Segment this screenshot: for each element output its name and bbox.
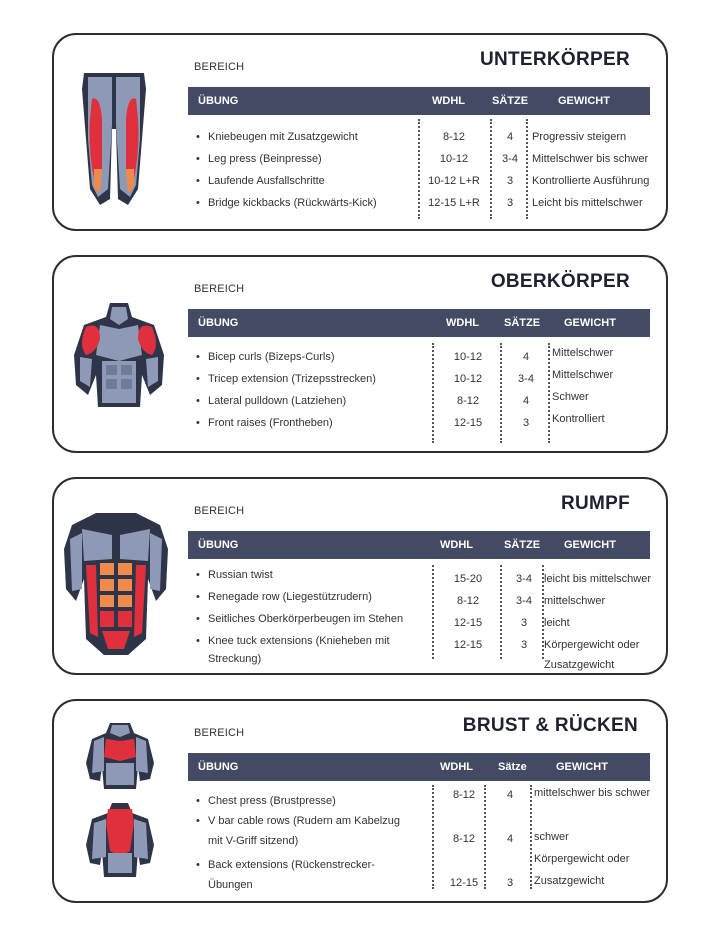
weight-value: Mittelschwer — [552, 369, 614, 381]
sets-value: 3-4 — [516, 573, 532, 585]
sets-value: 4 — [506, 131, 514, 143]
section-title: OBERKÖRPER — [490, 271, 630, 292]
weight-value-continued: Zusatzgewicht — [544, 659, 615, 671]
header-weight: GEWICHT — [558, 95, 610, 107]
reps-value: 8-12 — [456, 395, 480, 407]
column-divider — [548, 343, 550, 443]
bereich-label: BEREICH — [194, 61, 245, 73]
reps-value: 12-15 — [453, 639, 483, 651]
bereich-label: BEREICH — [194, 727, 245, 739]
exercise-name: • Seitliches Oberkörperbeugen im Stehen — [208, 613, 403, 625]
sets-value: 3-4 — [518, 373, 534, 385]
reps-value: 10-12 — [453, 351, 483, 363]
column-divider — [500, 565, 502, 659]
table-header — [188, 309, 650, 337]
weight-value: Kontrollierte Ausführung — [532, 175, 650, 187]
section-title: BRUST & RÜCKEN — [462, 715, 638, 736]
reps-value: 8-12 — [452, 833, 476, 845]
column-divider — [500, 343, 502, 443]
section-title: UNTERKÖRPER — [479, 49, 630, 70]
header-reps: WDHL — [440, 539, 473, 551]
table-header — [188, 87, 650, 115]
header-exercise: ÜBUNG — [198, 317, 239, 329]
exercise-name: • Lateral pulldown (Latziehen) — [208, 395, 346, 407]
reps-value: 12-15 — [453, 417, 483, 429]
header-reps: WDHL — [432, 95, 465, 107]
reps-value: 10-12 — [439, 153, 469, 165]
column-divider — [432, 343, 434, 443]
bereich-label: BEREICH — [194, 283, 245, 295]
back-muscle-icon — [84, 801, 156, 879]
reps-value: 10-12 — [453, 373, 483, 385]
reps-value: 10-12 L+R — [428, 175, 480, 187]
header-exercise: ÜBUNG — [198, 95, 239, 107]
exercise-name: • Russian twist — [208, 569, 273, 581]
weight-value-continued: Zusatzgewicht — [534, 875, 605, 887]
sets-value: 4 — [506, 789, 514, 801]
sets-value: 3 — [520, 617, 528, 629]
weight-value: Schwer — [552, 391, 589, 403]
column-divider — [530, 785, 532, 889]
section-card-unterkoerper — [52, 33, 668, 231]
header-sets: Sätze — [498, 761, 527, 773]
weight-value: Mittelschwer bis schwer — [532, 153, 649, 165]
header-reps: WDHL — [440, 761, 473, 773]
header-exercise: ÜBUNG — [198, 761, 239, 773]
header-reps: WDHL — [446, 317, 479, 329]
reps-value: 8-12 — [442, 131, 466, 143]
exercise-name: • V bar cable rows (Rudern am Kabelzug — [208, 815, 400, 827]
core-muscle-icon — [62, 509, 170, 659]
exercise-name: • Back extensions (Rückenstrecker- — [208, 859, 375, 871]
weight-value: schwer — [534, 831, 569, 843]
table-header — [188, 531, 650, 559]
sets-value: 3-4 — [516, 595, 532, 607]
header-weight: GEWICHT — [564, 539, 616, 551]
sets-value: 3 — [506, 175, 514, 187]
section-card-rumpf — [52, 477, 668, 675]
reps-value: 8-12 — [456, 595, 480, 607]
exercise-name: • Renegade row (Liegestützrudern) — [208, 591, 372, 603]
reps-value: 15-20 — [453, 573, 483, 585]
sets-value: 3-4 — [502, 153, 518, 165]
exercise-name-continued: Streckung) — [208, 653, 262, 665]
weight-value: Progressiv steigern — [532, 131, 627, 143]
weight-value: Körpergewicht oder — [544, 639, 640, 651]
exercise-name-continued: mit V-Griff sitzend) — [208, 835, 299, 847]
reps-value: 8-12 — [452, 789, 476, 801]
section-card-brust-ruecken — [52, 699, 668, 903]
table-header — [188, 753, 650, 781]
weight-value: mittelschwer — [544, 595, 606, 607]
weight-value: leicht bis mittelschwer — [544, 573, 651, 585]
shoulders-muscle-icon — [70, 295, 168, 415]
sets-value: 3 — [520, 639, 528, 651]
weight-value: mittelschwer bis schwer — [534, 787, 651, 799]
sets-value: 4 — [506, 833, 514, 845]
header-exercise: ÜBUNG — [198, 539, 239, 551]
exercise-name: • Laufende Ausfallschritte — [208, 175, 325, 187]
chest-muscle-icon — [84, 719, 156, 791]
reps-value: 12-15 L+R — [428, 197, 480, 209]
exercise-name: • Front raises (Frontheben) — [208, 417, 333, 429]
weight-value: Mittelschwer — [552, 347, 614, 359]
legs-muscle-icon — [78, 69, 150, 209]
exercise-name: • Kniebeugen mit Zusatzgewicht — [208, 131, 358, 143]
sets-value: 3 — [506, 197, 514, 209]
header-sets: SÄTZE — [504, 317, 541, 329]
header-weight: GEWICHT — [556, 761, 608, 773]
section-card-oberkoerper — [52, 255, 668, 453]
exercise-name: • Knee tuck extensions (Knieheben mit — [208, 635, 390, 647]
header-sets: SÄTZE — [492, 95, 529, 107]
sets-value: 4 — [522, 395, 530, 407]
column-divider — [432, 565, 434, 659]
weight-value: Körpergewicht oder — [534, 853, 630, 865]
exercise-name: • Chest press (Brustpresse) — [208, 795, 336, 807]
weight-value: Kontrolliert — [552, 413, 605, 425]
sets-value: 3 — [522, 417, 530, 429]
weight-value: Leicht bis mittelschwer — [532, 197, 643, 209]
header-sets: SÄTZE — [504, 539, 541, 551]
column-divider — [418, 119, 420, 219]
sets-value: 3 — [506, 877, 514, 889]
bereich-label: BEREICH — [194, 505, 245, 517]
header-weight: GEWICHT — [564, 317, 616, 329]
exercise-name: • Leg press (Beinpresse) — [208, 153, 322, 165]
reps-value: 12-15 — [453, 617, 483, 629]
section-title: RUMPF — [560, 493, 630, 514]
exercise-name-continued: Übungen — [208, 879, 253, 891]
sets-value: 4 — [522, 351, 530, 363]
weight-value: leicht — [544, 617, 570, 629]
exercise-name: • Tricep extension (Trizepsstrecken) — [208, 373, 376, 385]
reps-value: 12-15 — [449, 877, 479, 889]
exercise-name: • Bridge kickbacks (Rückwärts-Kick) — [208, 197, 377, 209]
exercise-name: • Bicep curls (Bizeps-Curls) — [208, 351, 335, 363]
